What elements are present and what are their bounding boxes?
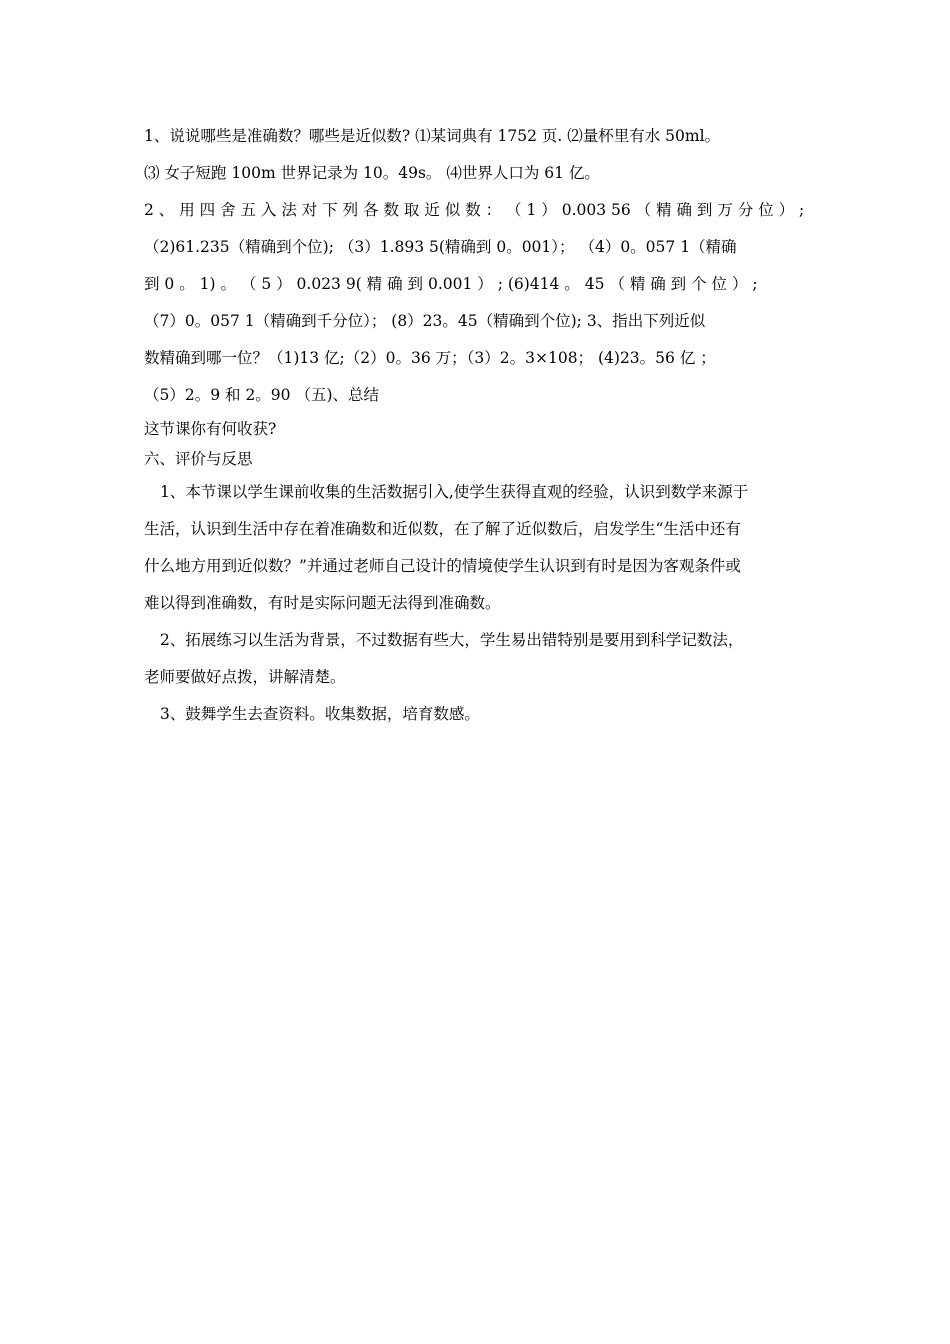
exercise-line: ⑶ 女子短跑 100m 世界记录为 10。49s。 ⑷世界人口为 61 亿。 xyxy=(144,164,600,182)
reflection-paragraph-1 xyxy=(144,474,806,511)
reflection-paragraph-2-cont xyxy=(144,659,806,696)
exercise-line: （7）0。057 1（精确到千分位）； (8）23。45（精确到个位); 3、指出下列近似 xyxy=(144,312,706,330)
paragraph-line: 生活，认识到生活中存在着准确数和近似数，在了解了近似数后，启发学生“生活中还有 xyxy=(144,520,741,538)
paragraph-line: 什么地方用到近似数？”并通过老师自己设计的情境使学生认识到有时是因为客观条件或 xyxy=(144,557,741,575)
document-page xyxy=(144,118,806,733)
reflection-paragraph-2 xyxy=(144,622,806,659)
paragraph-line: 老师要做好点拨，讲解清楚。 xyxy=(144,668,346,686)
paragraph-line: 难以得到准确数，有时是实际问题无法得到准确数。 xyxy=(144,594,501,612)
exercise-line: （5）2。9 和 2。90 （五)、总结 xyxy=(144,386,379,404)
exercise-line: 数精确到哪一位？（1)13 亿;（2）0。36 万；（3）2。3×108； (4)23。56 亿 ； xyxy=(144,349,716,367)
reflection-heading-text: 六、评价与反思 xyxy=(144,450,253,468)
paragraph-line: 2、拓展练习以生活为背景，不过数据有些大，学生易出错特别是要用到科学记数法， xyxy=(160,631,744,649)
summary-question-text: 这节课你有何收获? xyxy=(144,420,277,438)
paragraph-line: 1、本节课以学生课前收集的生活数据引入,使学生获得直观的经验，认识到数学来源于 xyxy=(160,483,749,501)
reflection-paragraph-3 xyxy=(144,696,806,733)
exercise-line: 到 0 。 1) 。 （ 5 ） 0.023 9( 精 确 到 0.001 ） ; (6)414 。 45 （ 精 确 到 个 位 ） ; xyxy=(144,275,758,293)
paragraph-line: 3、鼓舞学生去查资料。收集数据，培育数感。 xyxy=(160,705,480,723)
exercise-line: 1、说说哪些是准确数？哪些是近似数? ⑴某词典有 1752 页. ⑵量杯里有水 50ml。 xyxy=(144,127,721,145)
reflection-paragraph-1-cont xyxy=(144,511,806,622)
summary-question xyxy=(144,414,806,444)
exercise-line: （2)61.235（精确到个位); （3）1.893 5(精确到 0。001）； （4）0。057 1（精确 xyxy=(144,238,737,256)
reflection-heading xyxy=(144,444,806,474)
exercise-line: 2 、 用 四 舍 五 入 法 对 下 列 各 数 取 近 似 数 ： （ 1 ） 0.003 56 （ 精 确 到 万 分 位 ） ; xyxy=(144,201,805,219)
exercise-block xyxy=(144,118,806,414)
